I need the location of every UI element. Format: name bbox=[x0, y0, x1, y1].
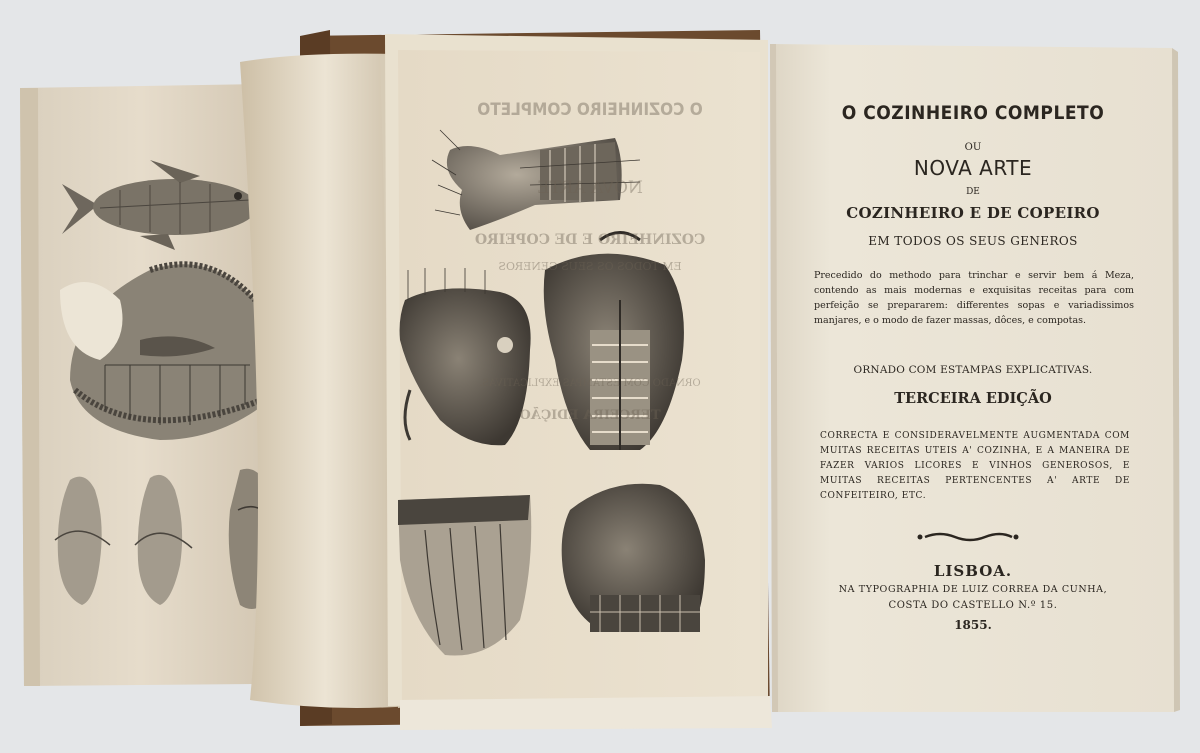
imprint-year: 1855. bbox=[954, 618, 992, 632]
imprint-city: LISBOA. bbox=[933, 562, 1013, 580]
description-paragraph: Precedido do methodo para trinchar e servir bem á Meza, contendo as mais modernas e exquisitas receitas para com perfeição se prepararem: differentes sopas e variadissimos manjares, e o modo de fazer massas, dôces, e compotas. bbox=[814, 270, 1134, 326]
ghost-subtitle: NOVA ARTE bbox=[537, 178, 643, 198]
ornament-note: ORNADO COM ESTAMPAS EXPLICATIVAS. bbox=[853, 364, 1093, 376]
trussed-birds-illustration bbox=[55, 469, 277, 609]
flatfish-illustration bbox=[60, 264, 270, 440]
show-through-text bbox=[420, 60, 760, 480]
main-title: O COZINHEIRO COMPLETO bbox=[841, 102, 1105, 124]
ghost-subtitle3: EM TODOS OS SEUS GENEROS bbox=[498, 260, 682, 273]
subtitle: NOVA ARTE bbox=[913, 156, 1033, 180]
loin-cut-illustration bbox=[562, 484, 705, 632]
subtitle-cozinheiro: COZINHEIRO E DE COPEIRO bbox=[846, 204, 1100, 222]
ghost-main-title: O COZINHEIRO COMPLETO bbox=[477, 100, 703, 120]
imprint-address: COSTA DO CASTELLO N.º 15. bbox=[888, 600, 1058, 611]
preposition: DE bbox=[966, 187, 980, 197]
ghost-edition: TERCEIRA EDIÇÃO bbox=[519, 408, 661, 423]
left-engraving-plate bbox=[20, 84, 277, 686]
ghost-subtitle2: COZINHEIRO E DE COPEIRO bbox=[474, 232, 706, 248]
ghost-ornament-note: ORNADO COM ESTAMPAS EXPLICATIVAS. bbox=[479, 378, 701, 389]
title-page bbox=[772, 44, 1174, 712]
imprint-printer: NA TYPOGRAPHIA DE LUIZ CORREA DA CUNHA, bbox=[838, 584, 1108, 595]
correction-paragraph: CORRECTA E CONSIDERAVELMENTE AUGMENTADA COM MUITAS RECEITAS UTEIS A' COZINHA, E A MANEIRA DE FAZER VARIOS LICORES E VINHOS GENEROSOS, E MUITAS RECEITAS PERTENCENTES A' ARTE DE CONFEITEIRO, ETC. bbox=[820, 431, 1130, 501]
edition: TERCEIRA EDIÇÃO bbox=[894, 390, 1052, 407]
subtitle-generos: EM TODOS OS SEUS GENEROS bbox=[868, 234, 1078, 248]
conjunction: OU bbox=[964, 142, 982, 153]
